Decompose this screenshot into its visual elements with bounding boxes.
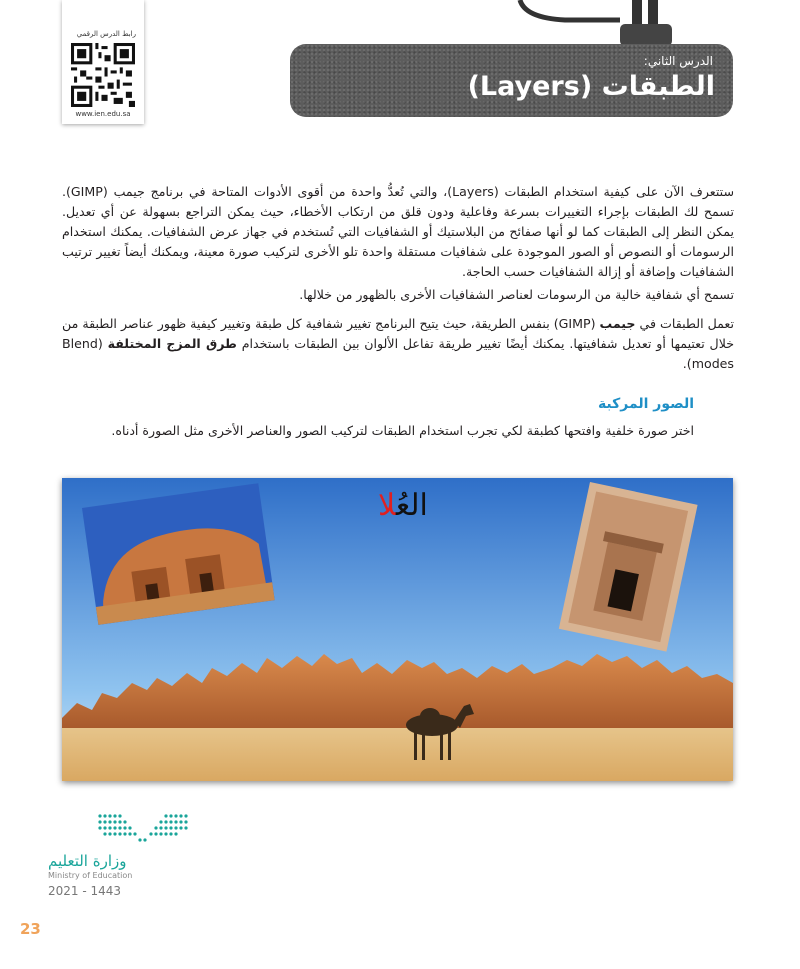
section-heading: الصور المركبة (597, 396, 694, 412)
lesson-title-bar (290, 44, 733, 117)
page-number: 23 (20, 920, 41, 938)
bold-term-blend-modes: طرق المزج المختلفة (107, 336, 237, 351)
qr-caption: رابط الدرس الرقمي (76, 30, 136, 38)
section-instruction: اختر صورة خلفية وافتحها كطبقة لكي تجرب استخدام الطبقات لتركيب الصور والعناصر الأخرى مثل الصورة أدناه. (111, 423, 694, 438)
ministry-name-english: Ministry of Education (48, 871, 133, 880)
paragraph-gimp-layers (62, 314, 734, 374)
paragraph-transparency (62, 285, 734, 305)
edition-year: 2021 - 1443 (48, 884, 122, 898)
composite-scene-illustration (62, 478, 733, 781)
composite-title (378, 488, 428, 523)
qr-url[interactable]: www.ien.edu.sa (75, 110, 131, 118)
ministry-name-arabic: وزارة التعليم (48, 852, 127, 870)
paragraph-text (62, 314, 734, 374)
qr-card[interactable] (62, 0, 144, 124)
paragraph-intro (62, 182, 734, 282)
bold-term-gimp: جيمب (599, 316, 636, 331)
title-accent: لا (378, 488, 396, 523)
ministry-logo-icon (48, 810, 193, 850)
lesson-label: الدرس الثاني: (643, 54, 713, 68)
paragraph-text: ستتعرف الآن على كيفية استخدام الطبقات (Layers)، والتي تُعدُّ واحدة من أقوى الأدوات المتاحة في برنامج جيمب (GIMP). تسمح لك الطبقات بإجراء التغييرات بسرعة وفاعلية ودون قلق من ارتكاب الأخطاء، حيث يمكن التراجع بسهولة عن أي تعديل. يمكن النظر إلى الطبقات كما لو أنها صفائح من البلاستيك أو الشفافيات التي تُستخدم في جهاز عرض الشفافيات. يمكنك استخدام الرسومات أو النصوص أو الصور الموجودة على شفافيات مستقلة واحدة تلو الأخرى لتركيب صورة معينة، ويمكنك أيضاً تغيير ترتيب الشفافيات وإضافة أو إزالة الشفافيات حسب الحاجة. (62, 184, 734, 279)
paragraph-text: تسمح أي شفافية خالية من الرسومات لعناصر الشفافيات الأخرى بالظهور من خلالها. (299, 287, 734, 302)
text-segment: (Blend modes). (62, 336, 734, 371)
composite-image (62, 478, 733, 781)
text-segment: (GIMP) بنفس الطريقة، حيث يتيح البرنامج تغيير شفافية كل طبقة وتغيير كيفية ظهور عناصر الطبقة من خلال تعتيمها أو تعديل شفافيتها. يمكنك أيضًا تغيير طريقة تفاعل الألوان بين الطبقات باستخدام (62, 316, 735, 351)
qr-code-icon[interactable] (71, 43, 135, 107)
title-main: العُ (395, 488, 428, 523)
text-segment: تعمل الطبقات في (635, 316, 734, 331)
page-title: الطبقات (Layers) (467, 71, 715, 102)
